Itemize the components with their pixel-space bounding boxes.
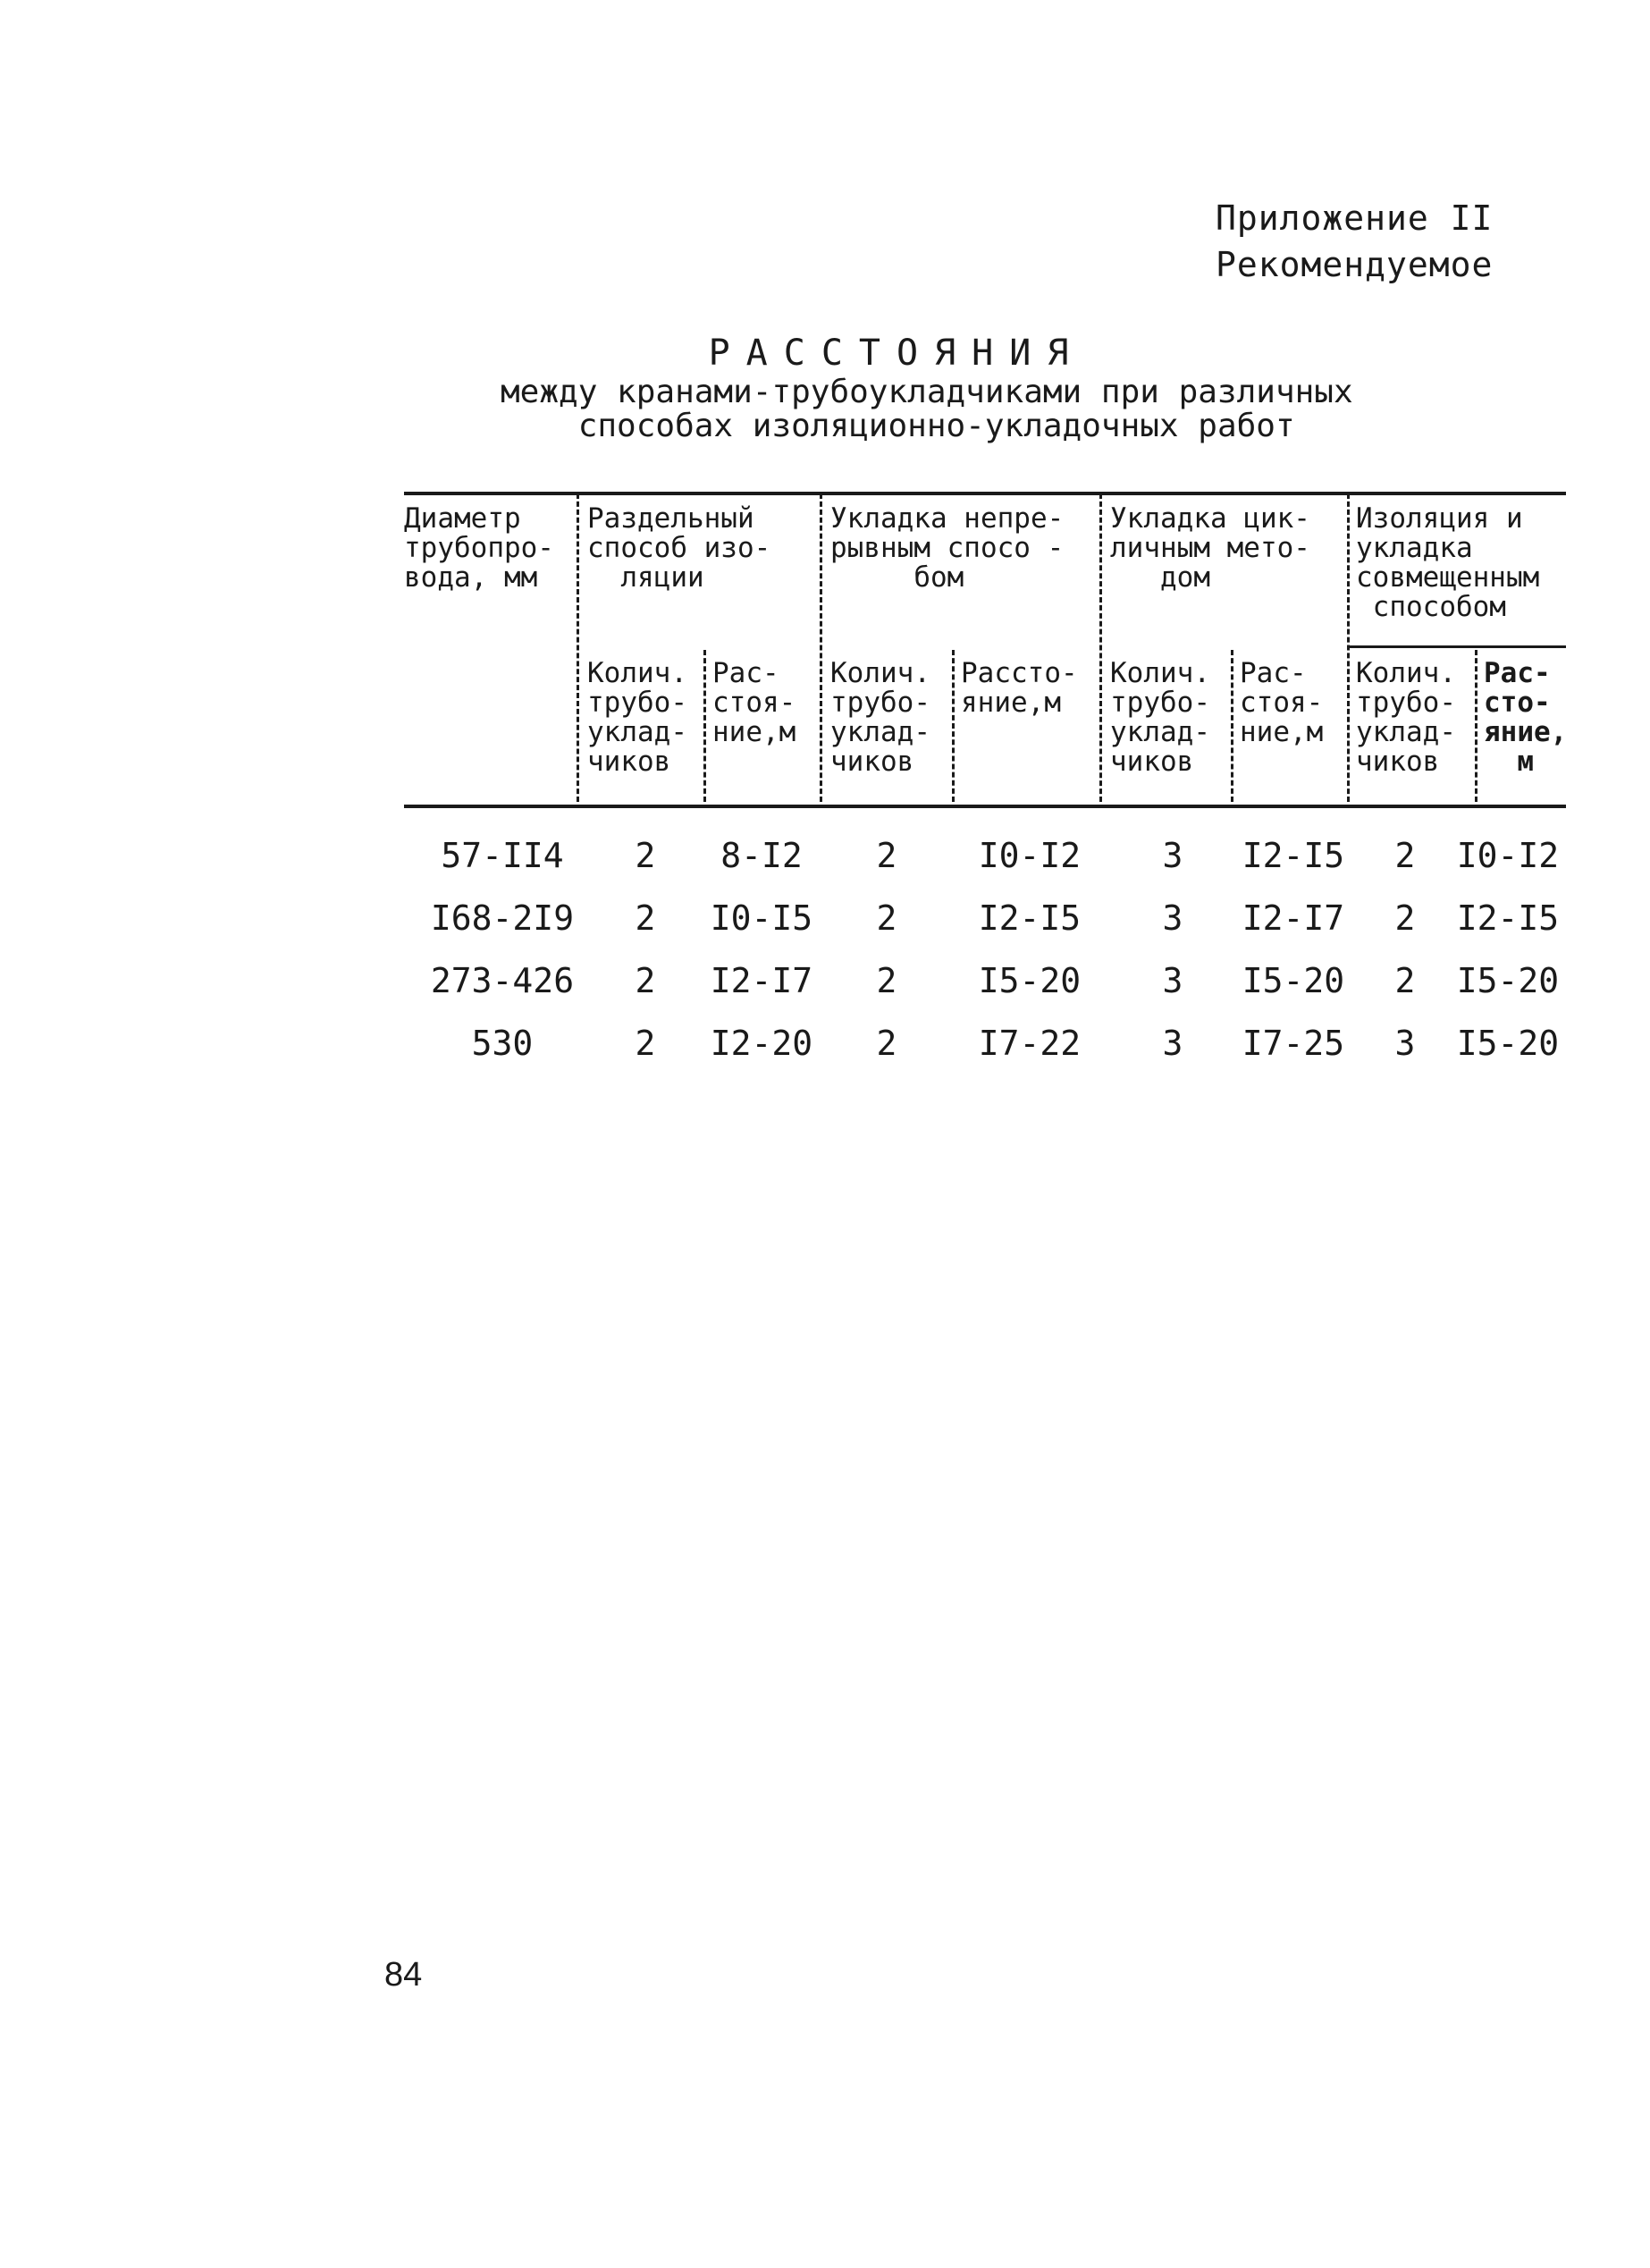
header-count-4: Колич. трубо- уклад- чиков <box>1356 657 1456 778</box>
column-divider <box>577 493 579 802</box>
cell-distance: I5-20 <box>1456 1024 1560 1063</box>
cell-distance: I7-25 <box>1242 1024 1345 1063</box>
subtitle-line-2: способах изоляционно-укладочных работ <box>577 408 1295 444</box>
cell-distance: I5-20 <box>978 961 1082 1000</box>
table-row <box>404 898 1566 961</box>
page-number: 84 <box>384 1956 423 1994</box>
column-divider <box>703 650 706 802</box>
cell-distance: I2-I5 <box>1242 836 1345 875</box>
cell-count: 3 <box>1162 898 1183 938</box>
header-distance-1: Рас- стоя- ние,м <box>712 657 796 748</box>
cell-count: 2 <box>1394 836 1416 875</box>
cell-count: 3 <box>1162 836 1183 875</box>
cell-count: 2 <box>635 961 656 1000</box>
header-count-1: Колич. трубо- уклад- чиков <box>587 657 687 778</box>
table-row <box>404 836 1566 898</box>
cell-count: 3 <box>1162 961 1183 1000</box>
cell-count: 2 <box>1394 898 1416 938</box>
cell-count: 2 <box>876 898 897 938</box>
cell-distance: I2-I5 <box>1456 898 1560 938</box>
column-divider <box>1231 650 1233 802</box>
cell-distance: I0-I2 <box>978 836 1082 875</box>
table-row <box>404 1024 1566 1086</box>
cell-count: 2 <box>635 1024 656 1063</box>
header-group-continuous: Укладка непре- рывным спосо - бом <box>830 502 1065 594</box>
cell-distance: I2-I7 <box>1242 898 1345 938</box>
column-divider <box>952 650 955 802</box>
header-diameter: Диаметр трубопро- вода, мм <box>404 502 554 594</box>
cell-count: 3 <box>1394 1024 1416 1063</box>
document-title: РАССТОЯНИЯ <box>708 333 1085 374</box>
header-group-separate: Раздельный способ изо- ляции <box>587 502 771 594</box>
table-row <box>404 961 1566 1024</box>
cell-diameter: I68-2I9 <box>430 898 575 938</box>
cell-count: 2 <box>1394 961 1416 1000</box>
header-group-combined: Изоляция и укладка совмещенным способом <box>1356 502 1540 623</box>
cell-distance: I5-20 <box>1242 961 1345 1000</box>
cell-count: 3 <box>1162 1024 1183 1063</box>
appendix-label <box>1216 195 1493 288</box>
appendix-status: Рекомендуемое <box>1216 245 1494 284</box>
header-count-3: Колич. трубо- уклад- чиков <box>1110 657 1210 778</box>
cell-count: 2 <box>635 836 656 875</box>
group-rule <box>1347 645 1566 648</box>
cell-distance: I0-I2 <box>1456 836 1560 875</box>
cell-diameter: 530 <box>471 1024 534 1063</box>
cell-count: 2 <box>635 898 656 938</box>
cell-distance: I0-I5 <box>710 898 813 938</box>
cell-distance: 8-I2 <box>720 836 803 875</box>
column-divider <box>820 493 822 802</box>
header-distance-4: Рас- сто- яние, м <box>1484 657 1568 778</box>
header-distance-2: Рассто- яние,м <box>961 657 1078 719</box>
cell-count: 2 <box>876 1024 897 1063</box>
header-count-2: Колич. трубо- уклад- чиков <box>830 657 930 778</box>
column-divider <box>1099 493 1102 802</box>
cell-count: 2 <box>876 961 897 1000</box>
column-divider <box>1475 650 1477 802</box>
header-group-cyclic: Укладка цик- личным мето- дом <box>1110 502 1310 594</box>
cell-distance: I2-I7 <box>710 961 813 1000</box>
cell-distance: I5-20 <box>1456 961 1560 1000</box>
header-distance-3: Рас- стоя- ние,м <box>1240 657 1324 748</box>
cell-distance: I7-22 <box>978 1024 1082 1063</box>
cell-diameter: 273-426 <box>430 961 575 1000</box>
cell-count: 2 <box>876 836 897 875</box>
table-header <box>404 493 1566 806</box>
subtitle-line-1: между кранами-трубоукладчиками при различных <box>501 374 1353 410</box>
cell-diameter: 57-II4 <box>441 836 564 875</box>
cell-distance: I2-20 <box>710 1024 813 1063</box>
appendix-number: Приложение II <box>1216 198 1494 238</box>
document-subtitle <box>501 375 1353 443</box>
cell-distance: I2-I5 <box>978 898 1082 938</box>
